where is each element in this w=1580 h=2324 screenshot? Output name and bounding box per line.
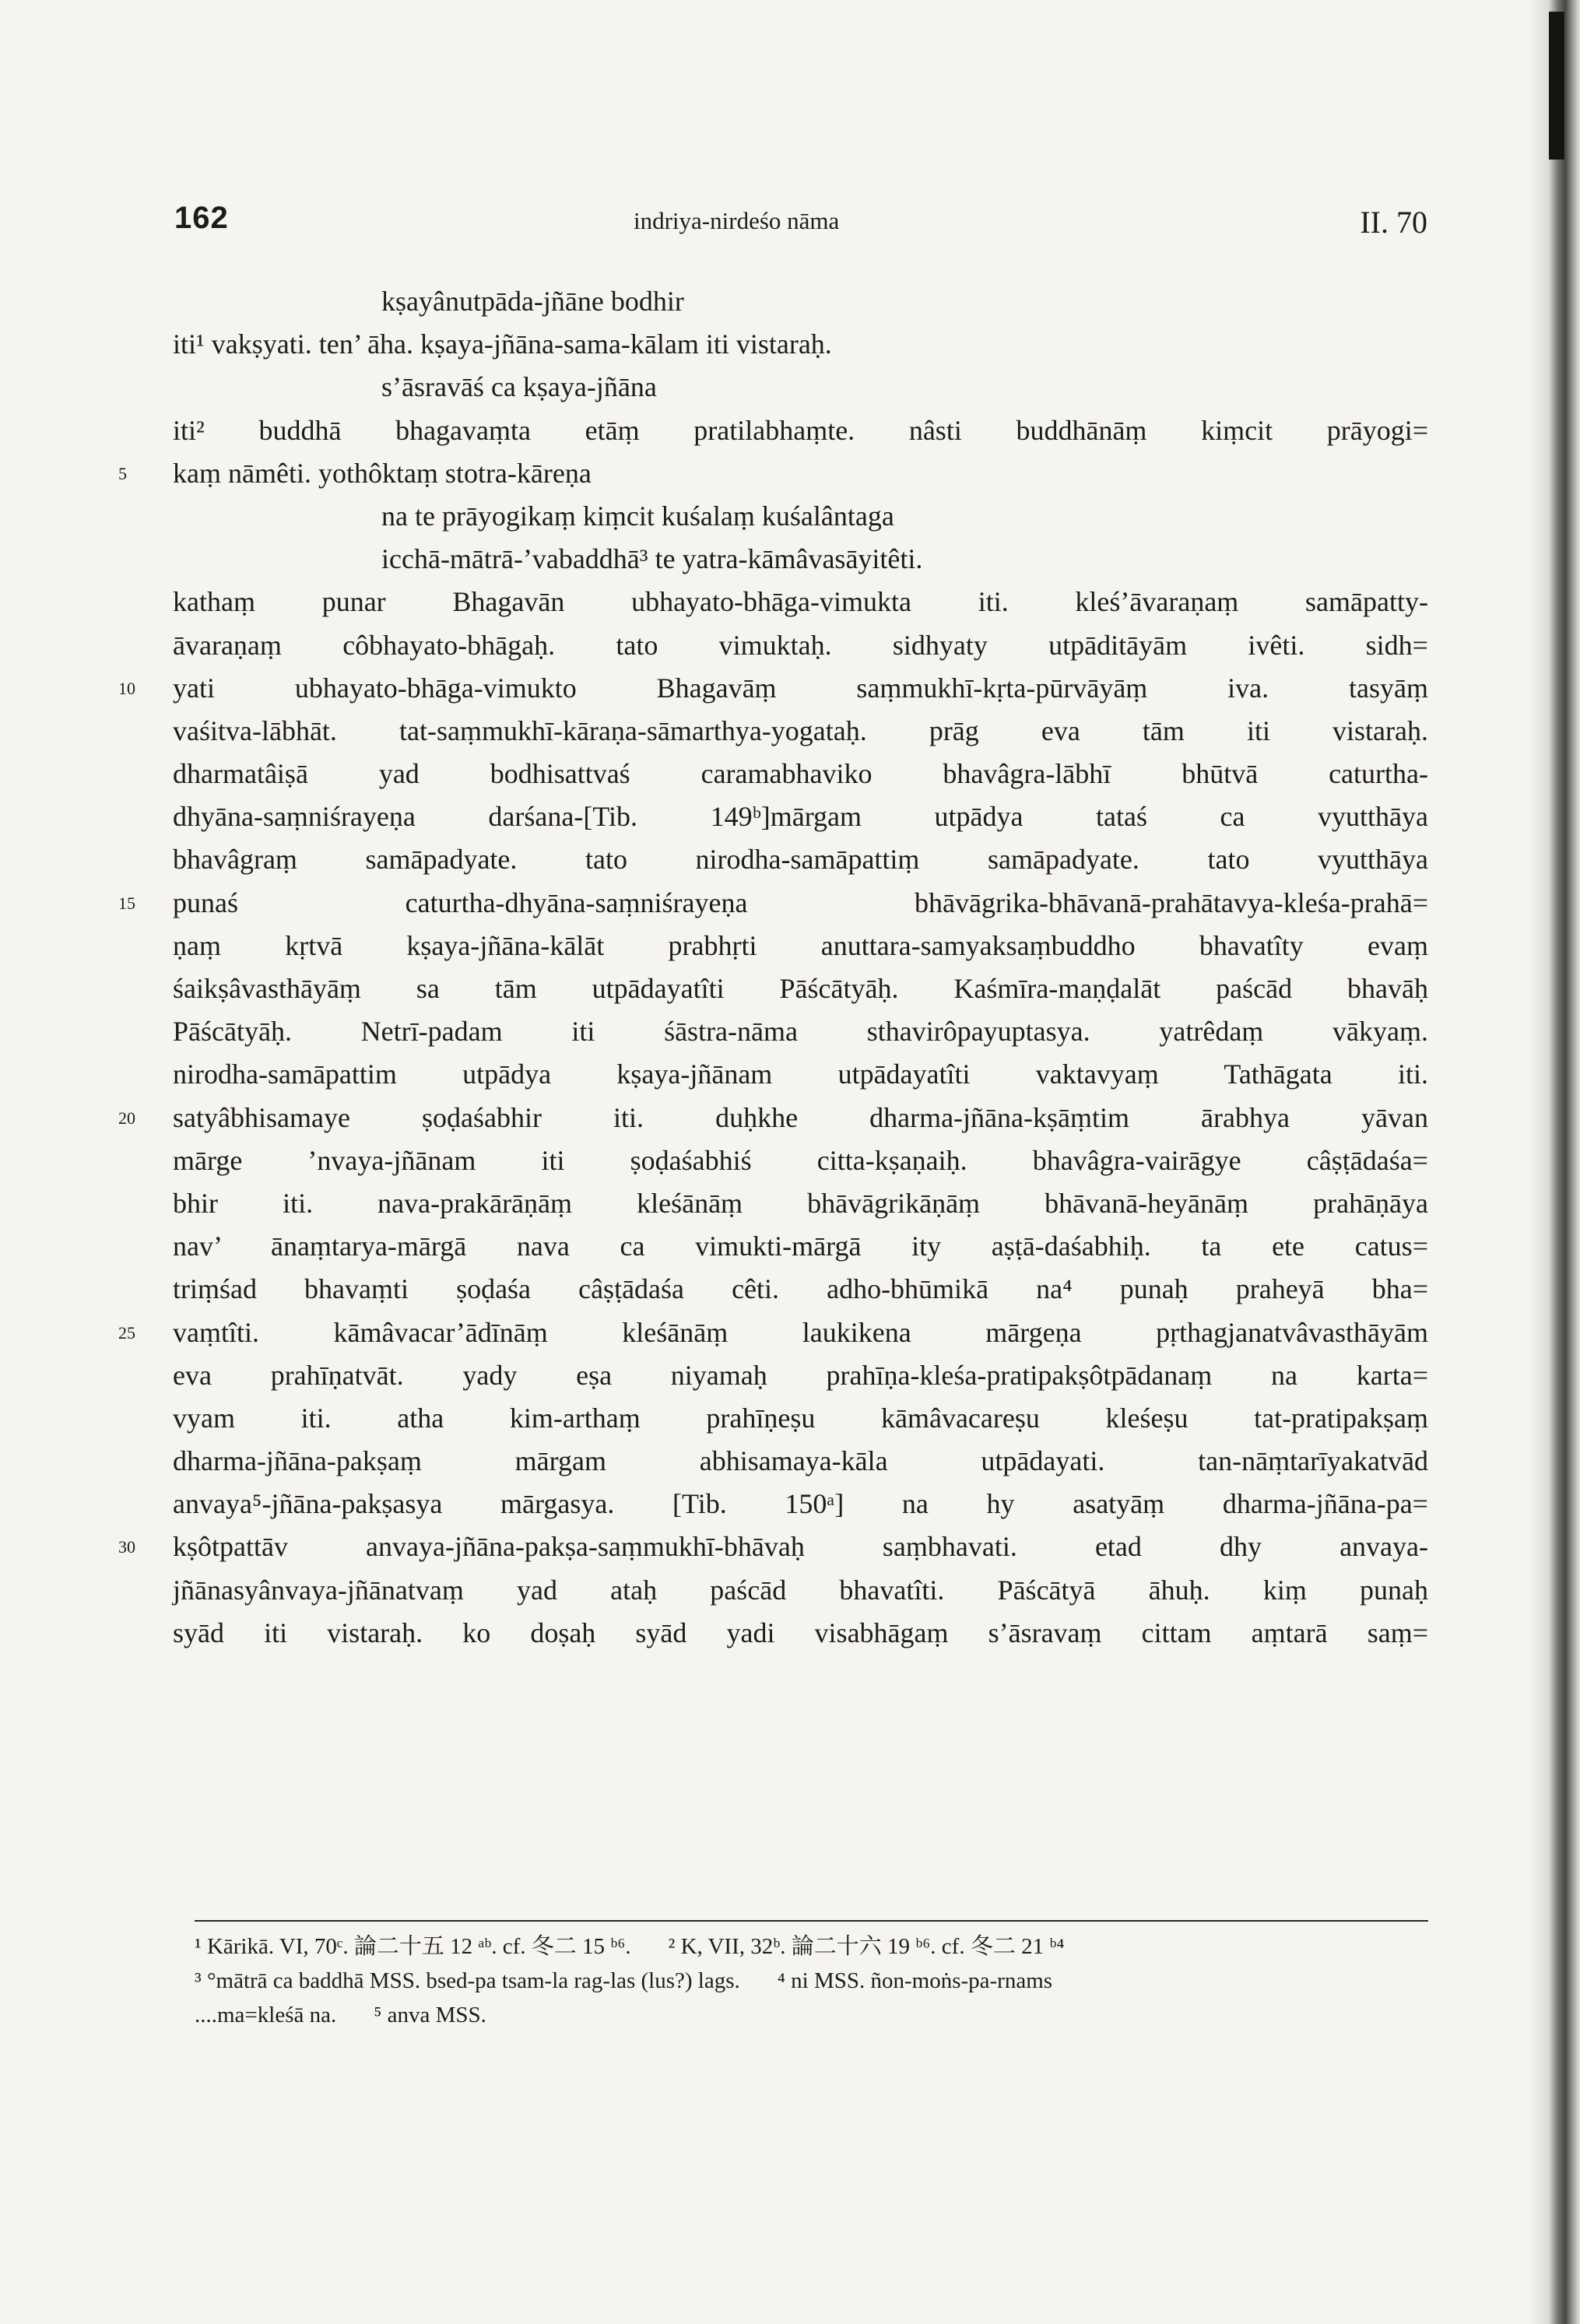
scan-binding-edge [1532,0,1580,2324]
text-line [173,1268,1428,1311]
line-text: anvaya⁵-jñāna-pakṣasya mārgasya. [Tib. 150ᵃ] na hy asatyāṃ dharma-jñāna-pa= [173,1488,1428,1520]
line-text: vyam iti. atha kim-arthaṃ prahīṇeṣu kāmâvacareṣu kleśeṣu tat-pratipakṣaṃ [173,1402,1428,1434]
text-line [118,667,1428,710]
text-line [118,882,1428,925]
text-line [173,1440,1428,1483]
line-text: syād iti vistaraḥ. ko doṣaḥ syād yadi visabhāgaṃ s’āsravaṃ cittam aṃtarā saṃ= [173,1617,1428,1648]
footnote-line [195,1929,1428,1964]
text-line [173,710,1428,753]
footnote-text: ⁵ anva MSS. [374,2003,486,2027]
text-line [173,409,1428,452]
line-text: icchā-mātrā-’vabaddhā³ te yatra-kāmâvasāyitêti. [381,543,923,575]
line-text: āvaraṇaṃ côbhayato-bhāgaḥ. tato vimuktaḥ. sidhyaty utpāditāyām ivêti. sidh= [173,629,1428,661]
page-number: 162 [174,201,229,235]
section-reference: II. 70 [1360,205,1427,240]
line-text: eva prahīṇatvāt. yady eṣa niyamaḥ prahīṇa-kleśa-pratipakṣôtpādanaṃ na karta= [173,1359,1428,1391]
scan-binding-mark [1549,12,1564,160]
line-text: yati ubhayato-bhāga-vimukto Bhagavāṃ saṃmukhī-kṛta-pūrvāyāṃ iva. tasyāṃ [173,672,1428,704]
line-text: triṃśad bhavaṃti ṣoḍaśa câṣṭādaśa cêti. adho-bhūmikā na⁴ punaḥ praheyā bha= [173,1273,1428,1305]
line-text: nirodha-samāpattim utpādya kṣaya-jñānam utpādayatîti vaktavyaṃ Tathāgata iti. [173,1058,1428,1090]
line-number: 30 [118,1537,135,1557]
line-text: kṣayânutpāda-jñāne bodhir [381,286,684,317]
line-number: 5 [118,463,127,483]
text-line [173,1612,1428,1655]
text-line [173,581,1428,623]
line-number: 10 [118,678,135,698]
text-line [173,967,1428,1010]
text-line [173,838,1428,881]
line-number: 20 [118,1108,135,1128]
text-line [173,624,1428,667]
line-text: dharmatâiṣā yad bodhisattvaś caramabhaviko bhavâgra-lābhī bhūtvā caturtha- [173,758,1428,790]
text-line [173,1569,1428,1612]
text-line [173,753,1428,795]
line-text: jñānasyânvaya-jñānatvaṃ yad ataḥ paścād bhavatîti. Pāścātyā āhuḥ. kiṃ punaḥ [173,1574,1428,1606]
text-line [173,1483,1428,1525]
text-line [173,1053,1428,1096]
text-line [173,925,1428,967]
text-line [173,538,1428,581]
line-text: na te prāyogikaṃ kiṃcit kuśalaṃ kuśalântaga [381,500,894,532]
footnote-line [195,1998,1428,2032]
text-line [173,795,1428,838]
line-number: 15 [118,893,135,913]
footnote-text: ³ °mātrā ca baddhā MSS. bsed-pa tsam-la rag-las (lus?) lags. [195,1968,740,1993]
footnote-text: ....ma=kleśā na. [195,2003,337,2027]
footnote-text: ² K, VII, 32ᵇ. 論二十六 19 ᵇ⁶. cf. 冬二 21 ᵇ⁴ [668,1934,1065,1959]
line-text: iti² buddhā bhagavaṃta etāṃ pratilabhaṃte. nâsti buddhānāṃ kiṃcit prāyogi= [173,414,1428,446]
line-text: Pāścātyāḥ. Netrī-padam iti śāstra-nāma sthavirôpayuptasya. yatrêdaṃ vākyaṃ. [173,1016,1428,1048]
line-text: vaṃtîti. kāmâvacar’ādīnāṃ kleśānāṃ laukikena mārgeṇa pṛthagjanatvâvasthāyām [173,1316,1428,1348]
line-text: s’āsravāś ca kṣaya-jñāna [381,371,657,403]
line-text: kaṃ nāmêti. yothôktaṃ stotra-kāreṇa [173,457,592,489]
running-head: indriya-nirdeśo nāma [634,207,840,234]
footnote-line [195,1964,1428,1998]
line-text: kathaṃ punar Bhagavān ubhayato-bhāga-vimukta iti. kleś’āvaraṇaṃ samāpatty- [173,586,1428,618]
footnotes [195,1920,1428,2032]
text-line [173,323,1428,366]
text-line [118,452,1428,495]
text-line [118,1525,1428,1568]
text-line [173,1354,1428,1397]
text-line [173,366,1428,409]
footnote-text: ⁴ ni MSS. ñon-moṅs-pa-rnams [777,1968,1053,1993]
text-line [118,1097,1428,1139]
line-text: iti¹ vakṣyati. ten’ āha. kṣaya-jñāna-sama-kālam iti vistaraḥ. [173,328,832,360]
line-text: śaikṣâvasthāyāṃ sa tām utpādayatîti Pāścātyāḥ. Kaśmīra-maṇḍalāt paścād bhavāḥ [173,973,1428,1004]
text-line [173,1225,1428,1268]
line-text: bhir iti. nava-prakārāṇāṃ kleśānāṃ bhāvāgrikāṇāṃ bhāvanā-heyānāṃ prahāṇāya [173,1187,1428,1219]
line-text: nav’ ānaṃtarya-mārgā nava ca vimukti-mārgā ity aṣṭā-daśabhiḥ. ta ete catus= [173,1230,1428,1262]
line-text: kṣôtpattāv anvaya-jñāna-pakṣa-saṃmukhī-bhāvaḥ saṃbhavati. etad dhy anvaya- [173,1531,1428,1563]
footnote-text: ¹ Kārikā. VI, 70ᶜ. 論二十五 12 ᵃᵇ. cf. 冬二 15 ᵇ⁶. [195,1934,631,1959]
main-text [118,280,1428,1655]
text-line [173,1010,1428,1053]
line-text: vaśitva-lābhāt. tat-saṃmukhī-kāraṇa-sāmarthya-yogataḥ. prāg eva tām iti vistaraḥ. [173,714,1428,746]
line-number: 25 [118,1322,135,1343]
text-line [173,1139,1428,1182]
line-text: punaś caturtha-dhyāna-saṃniśrayeṇa bhāvāgrika-bhāvanā-prahātavya-kleśa-prahā= [173,886,1428,918]
line-text: ṇaṃ kṛtvā kṣaya-jñāna-kālāt prabhṛti anuttara-samyaksaṃbuddho bhavatîty evaṃ [173,929,1428,961]
text-line [173,1397,1428,1440]
text-line [118,1311,1428,1354]
line-text: mārge ’nvaya-jñānam iti ṣoḍaśabhiś citta-kṣaṇaiḥ. bhavâgra-vairāgye câṣṭādaśa= [173,1144,1428,1176]
text-line [173,495,1428,538]
line-text: bhavâgraṃ samāpadyate. tato nirodha-samāpattiṃ samāpadyate. tato vyutthāya [173,844,1428,876]
text-line [173,280,1428,323]
page-header [174,201,1427,247]
text-line [173,1182,1428,1225]
line-text: dharma-jñāna-pakṣaṃ mārgam abhisamaya-kāla utpādayati. tan-nāṃtarīyakatvād [173,1445,1428,1477]
line-text: satyâbhisamaye ṣoḍaśabhir iti. duḥkhe dharma-jñāna-kṣāṃtim ārabhya yāvan [173,1101,1428,1133]
line-text: dhyāna-saṃniśrayeṇa darśana-[Tib. 149ᵇ]mārgam utpādya tataś ca vyutthāya [173,801,1428,833]
